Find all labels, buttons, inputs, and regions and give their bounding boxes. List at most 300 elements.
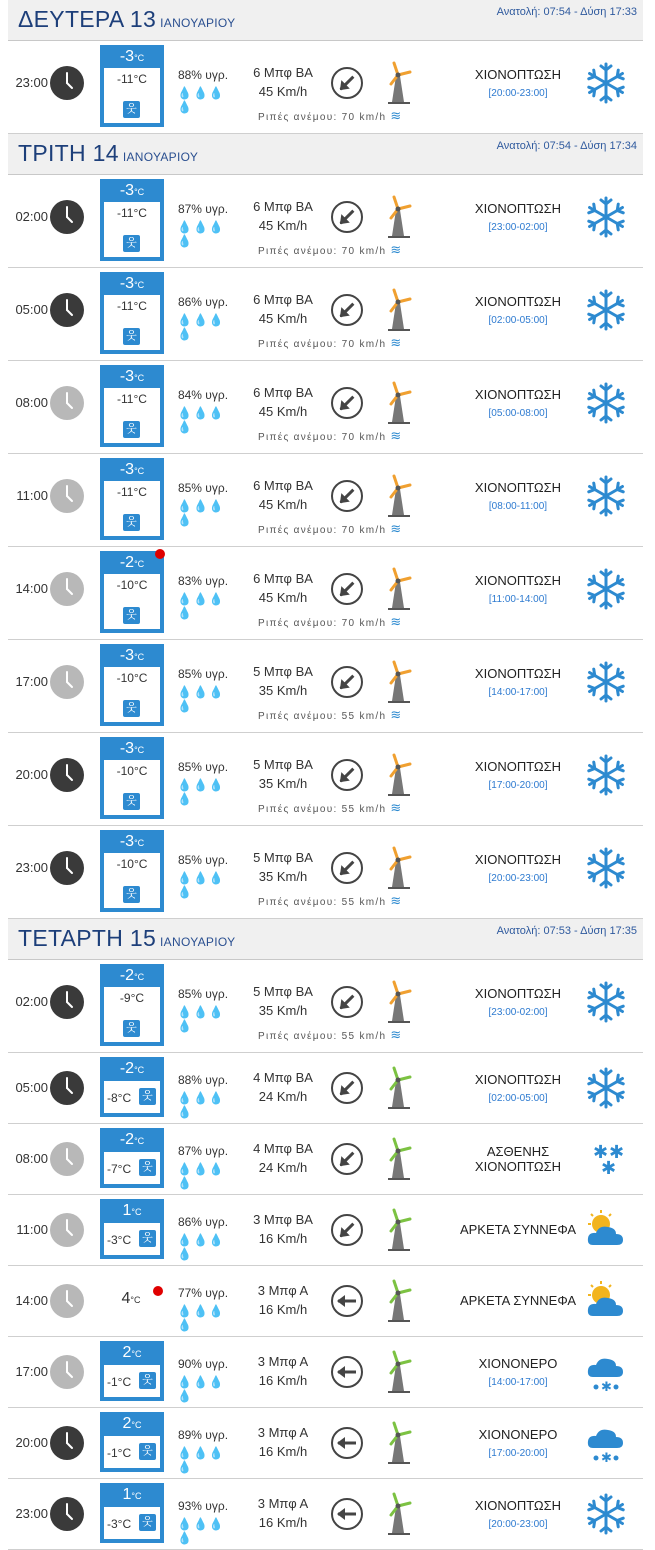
humidity-drops-icon: 💧💧💧💧 [177, 220, 225, 248]
windmill-icon [380, 1278, 416, 1324]
sleet-icon [583, 1349, 629, 1395]
humidity: 86% υγρ. [177, 295, 229, 309]
hour-row [8, 733, 643, 826]
feels-like-panel [104, 667, 160, 722]
person-icon: 웃 [123, 328, 140, 345]
person-icon: 웃 [123, 793, 140, 810]
humidity: 85% υγρ. [177, 760, 229, 774]
gust-icon: ≋ [390, 108, 402, 123]
windmill-icon [380, 473, 416, 519]
feels-like-panel [104, 1223, 160, 1255]
hour-time: 11:00 [16, 1222, 48, 1237]
humidity: 87% υγρ. [177, 202, 229, 216]
wind-gust: Ριπές ανέμου: 55 km/h ≋ [258, 800, 402, 815]
sun-times: Ανατολή: 07:54 - Δύση 17:34 [496, 140, 637, 152]
temperature-box [100, 1341, 164, 1401]
clock-icon [50, 1426, 84, 1460]
wind-gust: Ριπές ανέμου: 70 km/h ≋ [258, 428, 402, 443]
clock-icon [50, 572, 84, 606]
sun-times: Ανατολή: 07:53 - Δύση 17:35 [496, 925, 637, 937]
feels-like-value: -11°C [117, 72, 147, 86]
alert-dot [155, 549, 165, 559]
hour-row [8, 1053, 643, 1124]
condition: ΑΣΘΕΝΗΣ ΧΙΟΝΟΠΤΩΣΗ [474, 1144, 562, 1174]
wind-direction-icon [330, 386, 364, 420]
wind-text: 4 Μπφ ΒΑ 24 Km/h [253, 1141, 313, 1175]
windmill-icon [380, 566, 416, 612]
gust-icon: ≋ [390, 242, 402, 257]
condition: ΧΙΟΝΟΠΤΩΣΗ [474, 666, 562, 681]
hour-time: 20:00 [15, 767, 48, 782]
condition-range: [11:00-14:00] [488, 594, 548, 605]
condition-range: [20:00-23:00] [488, 873, 548, 884]
temperature: -3°C [119, 740, 145, 757]
humidity-drops-icon: 💧💧💧💧 [177, 1446, 225, 1474]
condition-range: [08:00-11:00] [488, 501, 548, 512]
feels-like-value: -10°C [116, 764, 148, 778]
feels-like-panel [104, 1507, 160, 1539]
svg-text:✱: ✱ [609, 1142, 625, 1163]
wind-text: 6 Μπφ ΒΑ 45 Km/h [253, 385, 313, 419]
temperature: -3°C [119, 461, 145, 478]
temperature: -2°C [119, 1131, 145, 1148]
svg-text:✱: ✱ [593, 1142, 609, 1163]
windmill-icon [380, 1136, 416, 1182]
hour-row [8, 640, 643, 733]
clock-icon [50, 665, 84, 699]
wind-direction-icon [330, 1355, 364, 1389]
day-title: ΤΡΙΤΗ 14 ΙΑΝΟΥΑΡΙΟΥ [18, 140, 199, 166]
clock-icon [50, 66, 84, 100]
wind-gust: Ριπές ανέμου: 70 km/h ≋ [258, 242, 402, 257]
clock-icon [50, 1213, 84, 1247]
wind-gust: Ριπές ανέμου: 70 km/h ≋ [258, 614, 402, 629]
gust-icon: ≋ [390, 800, 402, 815]
temperature: 1°C [122, 1202, 142, 1219]
hour-time: 02:00 [15, 209, 48, 224]
humidity-drops-icon: 💧💧💧💧 [177, 1091, 225, 1119]
clock-icon [50, 479, 84, 513]
windmill-icon [380, 1420, 416, 1466]
humidity-drops-icon: 💧💧💧💧 [177, 1005, 225, 1033]
condition: ΧΙΟΝΟΠΤΩΣΗ [474, 1498, 562, 1513]
temperature-box [100, 1483, 164, 1543]
feels-like-panel [104, 68, 160, 123]
humidity: 89% υγρ. [177, 1428, 229, 1442]
condition: ΧΙΟΝΟΠΤΩΣΗ [474, 1072, 562, 1087]
wind-gust: Ριπές ανέμου: 70 km/h ≋ [258, 108, 402, 123]
wind-direction-icon [330, 758, 364, 792]
day-header [8, 0, 643, 41]
feels-like-panel [104, 760, 160, 815]
condition: ΧΙΟΝΟΠΤΩΣΗ [474, 480, 562, 495]
wind-direction-icon [330, 851, 364, 885]
snowflake-icon [583, 287, 629, 333]
hour-row [8, 1479, 643, 1550]
hour-time: 14:00 [15, 1293, 48, 1308]
temperature: 1°C [122, 1486, 142, 1503]
snowflake-icon [583, 979, 629, 1025]
clock-icon [50, 851, 84, 885]
feels-like-panel [104, 1081, 160, 1113]
snowflake-icon [583, 1491, 629, 1537]
hour-row [8, 1408, 643, 1479]
wind-text: 6 Μπφ ΒΑ 45 Km/h [253, 65, 313, 99]
forecast-list [8, 0, 643, 1550]
condition-range: [17:00-20:00] [488, 780, 548, 791]
person-icon: 웃 [123, 607, 140, 624]
windmill-icon [380, 845, 416, 891]
humidity: 88% υγρ. [177, 68, 229, 82]
sun-cloud-icon [583, 1278, 629, 1324]
feels-like-value: -3°C [107, 1233, 132, 1247]
feels-like-value: -1°C [107, 1446, 132, 1460]
humidity-drops-icon: 💧💧💧💧 [177, 1162, 225, 1190]
wind-direction-icon [330, 1497, 364, 1531]
snowflake-icon [583, 845, 629, 891]
feels-like-panel [104, 853, 160, 908]
person-icon: 웃 [139, 1372, 156, 1389]
condition: ΑΡΚΕΤΑ ΣΥΝΝΕΦΑ [459, 1293, 577, 1308]
hour-time: 02:00 [15, 994, 48, 1009]
person-icon: 웃 [139, 1159, 156, 1176]
feels-like-panel [104, 987, 160, 1042]
wind-direction-icon [330, 572, 364, 606]
hour-row [8, 826, 643, 919]
feels-like-panel [104, 388, 160, 443]
wind-text: 5 Μπφ ΒΑ 35 Km/h [253, 984, 313, 1018]
temperature: 2°C [122, 1344, 142, 1361]
condition-range: [23:00-02:00] [488, 1007, 548, 1018]
hour-time: 23:00 [15, 75, 48, 90]
sleet-icon [583, 1420, 629, 1466]
humidity-drops-icon: 💧💧💧💧 [177, 499, 225, 527]
humidity: 87% υγρ. [177, 1144, 229, 1158]
condition-range: [14:00-17:00] [488, 1377, 548, 1388]
wind-direction-icon [330, 66, 364, 100]
hour-row [8, 268, 643, 361]
condition: ΧΙΟΝΟΠΤΩΣΗ [474, 67, 562, 82]
wind-text: 4 Μπφ ΒΑ 24 Km/h [253, 1070, 313, 1104]
humidity: 88% υγρ. [177, 1073, 229, 1087]
feels-like-value: -10°C [116, 578, 148, 592]
clock-icon [50, 1284, 84, 1318]
person-icon: 웃 [123, 886, 140, 903]
temperature: -2°C [119, 554, 145, 571]
condition: ΧΙΟΝΟΠΤΩΣΗ [474, 573, 562, 588]
feels-like-panel [104, 202, 160, 257]
windmill-icon [380, 380, 416, 426]
wind-text: 5 Μπφ ΒΑ 35 Km/h [253, 850, 313, 884]
sun-times: Ανατολή: 07:54 - Δύση 17:33 [496, 6, 637, 18]
temperature: -3°C [119, 647, 145, 664]
condition: ΧΙΟΝΟΠΤΩΣΗ [474, 759, 562, 774]
hour-time: 11:00 [16, 488, 48, 503]
gust-icon: ≋ [390, 1027, 402, 1042]
snowflake-icon [583, 566, 629, 612]
windmill-icon [380, 659, 416, 705]
condition: ΧΙΟΝΟΠΤΩΣΗ [474, 201, 562, 216]
temperature: -3°C [119, 368, 145, 385]
condition: ΧΙΟΝΟΝΕΡΟ [478, 1356, 558, 1371]
hour-row [8, 1337, 643, 1408]
humidity: 85% υγρ. [177, 987, 229, 1001]
wind-direction-icon [330, 200, 364, 234]
wind-gust: Ριπές ανέμου: 55 km/h ≋ [258, 1027, 402, 1042]
wind-gust: Ριπές ανέμου: 70 km/h ≋ [258, 521, 402, 536]
wind-direction-icon [330, 1213, 364, 1247]
clock-icon [50, 293, 84, 327]
feels-like-value: -10°C [116, 857, 148, 871]
condition-range: [14:00-17:00] [488, 687, 548, 698]
temperature-box [100, 1128, 164, 1188]
condition: ΧΙΟΝΟΝΕΡΟ [478, 1427, 558, 1442]
feels-like-value: -11°C [117, 299, 147, 313]
condition-range: [02:00-05:00] [488, 1093, 548, 1104]
feels-like-value: -1°C [107, 1375, 132, 1389]
wind-text: 3 Μπφ Α 16 Km/h [257, 1354, 309, 1388]
clock-icon [50, 200, 84, 234]
condition: ΧΙΟΝΟΠΤΩΣΗ [474, 294, 562, 309]
temperature-box [100, 458, 164, 540]
wind-direction-icon [330, 1284, 364, 1318]
hour-time: 17:00 [15, 1364, 48, 1379]
hour-time: 08:00 [15, 1151, 48, 1166]
feels-like-value: -3°C [107, 1517, 132, 1531]
wind-text: 3 Μπφ Α 16 Km/h [257, 1425, 309, 1459]
windmill-icon [380, 1065, 416, 1111]
wind-text: 3 Μπφ Α 16 Km/h [257, 1283, 309, 1317]
person-icon: 웃 [139, 1088, 156, 1105]
wind-text: 6 Μπφ ΒΑ 45 Km/h [253, 571, 313, 605]
person-icon: 웃 [123, 1020, 140, 1037]
windmill-icon [380, 979, 416, 1025]
windmill-icon [380, 1207, 416, 1253]
feels-like-panel [104, 481, 160, 536]
wind-direction-icon [330, 293, 364, 327]
hour-row [8, 454, 643, 547]
clock-icon [50, 1071, 84, 1105]
feels-like-panel [104, 1152, 160, 1184]
humidity-drops-icon: 💧💧💧💧 [177, 1517, 225, 1545]
hour-time: 08:00 [15, 395, 48, 410]
hour-time: 23:00 [15, 1506, 48, 1521]
feels-like-value: -11°C [117, 206, 147, 220]
humidity: 85% υγρ. [177, 853, 229, 867]
person-icon: 웃 [123, 101, 140, 118]
hour-row [8, 547, 643, 640]
hour-row [8, 1195, 643, 1266]
temperature: 4°C [121, 1290, 141, 1307]
feels-like-panel [104, 1436, 160, 1468]
wind-gust: Ριπές ανέμου: 70 km/h ≋ [258, 335, 402, 350]
temperature-box [100, 551, 164, 633]
alert-dot [153, 1286, 163, 1296]
humidity: 84% υγρ. [177, 388, 229, 402]
hour-row [8, 41, 643, 134]
humidity-drops-icon: 💧💧💧💧 [177, 592, 225, 620]
temperature: 2°C [122, 1415, 142, 1432]
snowflake-icon [583, 1065, 629, 1111]
humidity-drops-icon: 💧💧💧💧 [177, 1304, 225, 1332]
temperature: -3°C [119, 48, 145, 65]
temperature: -2°C [119, 1060, 145, 1077]
clock-icon [50, 1355, 84, 1389]
humidity-drops-icon: 💧💧💧💧 [177, 313, 225, 341]
wind-direction-icon [330, 985, 364, 1019]
snowflake-icon [583, 194, 629, 240]
condition-range: [20:00-23:00] [488, 88, 548, 99]
condition-range: [17:00-20:00] [488, 1448, 548, 1459]
wind-text: 5 Μπφ ΒΑ 35 Km/h [253, 757, 313, 791]
person-icon: 웃 [123, 235, 140, 252]
wind-direction-icon [330, 479, 364, 513]
temperature-box [100, 45, 164, 127]
gust-icon: ≋ [390, 614, 402, 629]
wind-text: 3 Μπφ ΒΑ 16 Km/h [253, 1212, 313, 1246]
wind-text: 6 Μπφ ΒΑ 45 Km/h [253, 199, 313, 233]
temperature-box [100, 830, 164, 912]
windmill-icon [380, 752, 416, 798]
hour-row [8, 361, 643, 454]
day-header [8, 134, 643, 175]
wind-direction-icon [330, 1426, 364, 1460]
hour-time: 14:00 [15, 581, 48, 596]
hour-time: 05:00 [15, 302, 48, 317]
humidity: 85% υγρ. [177, 667, 229, 681]
temperature-box [100, 964, 164, 1046]
gust-icon: ≋ [390, 893, 402, 908]
windmill-icon [380, 60, 416, 106]
hour-row [8, 960, 643, 1053]
humidity-drops-icon: 💧💧💧💧 [177, 406, 225, 434]
condition: ΑΡΚΕΤΑ ΣΥΝΝΕΦΑ [459, 1222, 577, 1237]
temperature-box [100, 1199, 164, 1259]
humidity: 85% υγρ. [177, 481, 229, 495]
hour-time: 20:00 [15, 1435, 48, 1450]
temperature: -3°C [119, 275, 145, 292]
humidity: 90% υγρ. [177, 1357, 229, 1371]
person-icon: 웃 [139, 1443, 156, 1460]
snowflake-icon [583, 752, 629, 798]
feels-like-value: -10°C [116, 671, 148, 685]
clock-icon [50, 386, 84, 420]
gust-icon: ≋ [390, 335, 402, 350]
hour-row [8, 1266, 643, 1337]
hour-time: 05:00 [15, 1080, 48, 1095]
temperature-box [100, 365, 164, 447]
humidity-drops-icon: 💧💧💧💧 [177, 1233, 225, 1261]
humidity-drops-icon: 💧💧💧💧 [177, 685, 225, 713]
condition-range: [05:00-08:00] [488, 408, 548, 419]
feels-like-value: -7°C [107, 1162, 132, 1176]
person-icon: 웃 [123, 421, 140, 438]
gust-icon: ≋ [390, 428, 402, 443]
wind-direction-icon [330, 1142, 364, 1176]
condition-range: [20:00-23:00] [488, 1519, 548, 1530]
condition-range: [02:00-05:00] [488, 315, 548, 326]
clock-icon [50, 1497, 84, 1531]
day-title: ΤΕΤΑΡΤΗ 15 ΙΑΝΟΥΑΡΙΟΥ [18, 925, 236, 951]
clock-icon [50, 985, 84, 1019]
temperature: -3°C [119, 182, 145, 199]
svg-text:✱: ✱ [601, 1158, 617, 1179]
condition: ΧΙΟΝΟΠΤΩΣΗ [474, 852, 562, 867]
humidity: 86% υγρ. [177, 1215, 229, 1229]
snowflake-icon [583, 1136, 629, 1182]
feels-like-panel [104, 295, 160, 350]
humidity: 93% υγρ. [177, 1499, 229, 1513]
humidity-drops-icon: 💧💧💧💧 [177, 778, 225, 806]
windmill-icon [380, 1349, 416, 1395]
feels-like-panel [104, 574, 160, 629]
humidity-drops-icon: 💧💧💧💧 [177, 1375, 225, 1403]
svg-text:✱: ✱ [601, 1451, 612, 1466]
svg-text:✱: ✱ [601, 1380, 612, 1395]
person-icon: 웃 [123, 700, 140, 717]
hour-row [8, 1124, 643, 1195]
windmill-icon [380, 194, 416, 240]
gust-icon: ≋ [390, 521, 402, 536]
wind-text: 6 Μπφ ΒΑ 45 Km/h [253, 292, 313, 326]
person-icon: 웃 [139, 1514, 156, 1531]
wind-text: 5 Μπφ ΒΑ 35 Km/h [253, 664, 313, 698]
temperature-box [100, 272, 164, 354]
wind-gust: Ριπές ανέμου: 55 km/h ≋ [258, 893, 402, 908]
temperature-box [100, 179, 164, 261]
windmill-icon [380, 1491, 416, 1537]
temperature-box [100, 1057, 164, 1117]
wind-text: 6 Μπφ ΒΑ 45 Km/h [253, 478, 313, 512]
temperature-box [100, 644, 164, 726]
humidity-drops-icon: 💧💧💧💧 [177, 871, 225, 899]
person-icon: 웃 [123, 514, 140, 531]
humidity: 83% υγρ. [177, 574, 229, 588]
snowflake-icon [583, 659, 629, 705]
condition: ΧΙΟΝΟΠΤΩΣΗ [474, 387, 562, 402]
temperature-box [100, 737, 164, 819]
condition: ΧΙΟΝΟΠΤΩΣΗ [474, 986, 562, 1001]
condition-range: [23:00-02:00] [488, 222, 548, 233]
feels-like-value: -11°C [117, 485, 147, 499]
windmill-icon [380, 287, 416, 333]
hour-row [8, 175, 643, 268]
wind-text: 3 Μπφ Α 16 Km/h [257, 1496, 309, 1530]
person-icon: 웃 [139, 1230, 156, 1247]
feels-like-value: -11°C [117, 392, 147, 406]
hour-time: 17:00 [15, 674, 48, 689]
temperature: -2°C [119, 967, 145, 984]
day-title: ΔΕΥΤΕΡΑ 13 ΙΑΝΟΥΑΡΙΟΥ [18, 6, 236, 32]
gust-icon: ≋ [390, 707, 402, 722]
clock-icon [50, 758, 84, 792]
sun-cloud-icon [583, 1207, 629, 1253]
snowflake-icon [583, 60, 629, 106]
wind-direction-icon [330, 665, 364, 699]
wind-gust: Ριπές ανέμου: 55 km/h ≋ [258, 707, 402, 722]
temperature-box [100, 1412, 164, 1472]
day-header [8, 919, 643, 960]
humidity-drops-icon: 💧💧💧💧 [177, 86, 225, 114]
temperature: -3°C [119, 833, 145, 850]
feels-like-value: -8°C [107, 1091, 132, 1105]
humidity: 77% υγρ. [177, 1286, 229, 1300]
snowflake-icon [583, 473, 629, 519]
hour-time: 23:00 [15, 860, 48, 875]
clock-icon [50, 1142, 84, 1176]
wind-direction-icon [330, 1071, 364, 1105]
feels-like-value: -9°C [119, 991, 145, 1005]
